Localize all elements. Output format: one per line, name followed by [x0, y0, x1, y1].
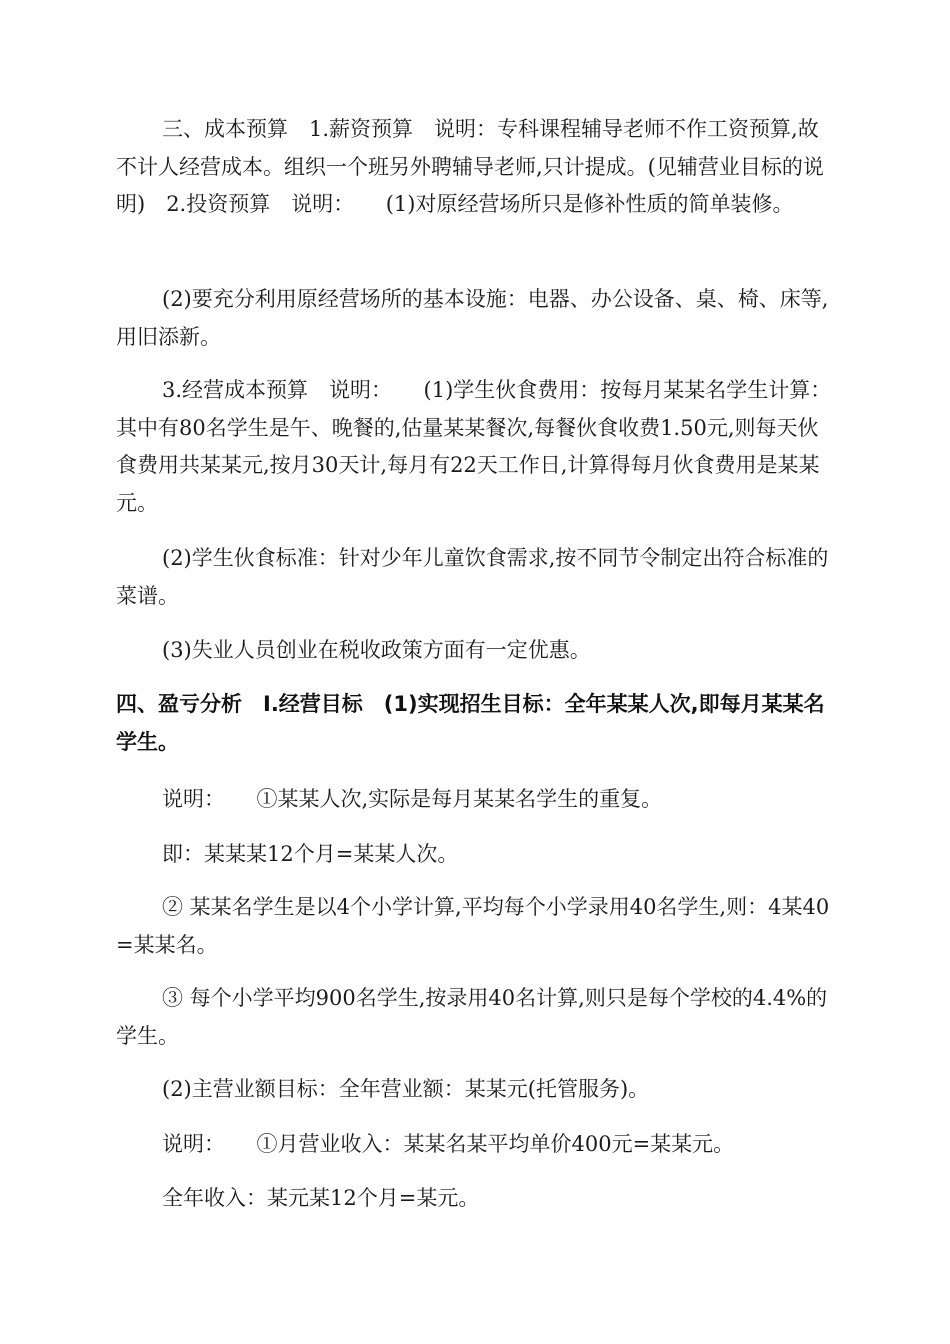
paragraph-meal-standard: (2)学生伙食标准：针对少年儿童饮食需求,按不同节令制定出符合标准的菜谱。 — [116, 546, 829, 608]
paragraph-monthly-calc: 即：某某某12个月=某某人次。 — [162, 842, 459, 866]
paragraph-school-percentage: ③ 每个小学平均900名学生,按录用40名计算,则只是每个学校的4.4%的学生。 — [116, 986, 828, 1048]
paragraph-annual-revenue: 全年收入：某元某12个月=某元。 — [162, 1186, 480, 1210]
paragraph-school-count: ② 某某名学生是以4个小学计算,平均每个小学录用40名学生,则：4某40=某某名。 — [116, 895, 830, 957]
paragraph-monthly-revenue: 说明： ①月营业收入：某某名某平均单价400元=某某元。 — [162, 1132, 735, 1156]
paragraph-cost-budget: 三、成本预算 1.薪资预算 说明：专科课程辅导老师不作工资预算,故不计人经营成本。组织一个班另外聘辅导老师,只计提成。(见辅营业目标的说明) 2.投资预算 说明： (1)对原经营场所只是修补性质的简单装修。 — [116, 117, 824, 216]
paragraph-revenue-target: (2)主营业额目标：全年营业额：某某元(托管服务)。 — [162, 1077, 650, 1101]
paragraph-facilities: (2)要充分利用原经营场所的基本设施：电器、办公设备、桌、椅、床等,用旧添新。 — [116, 287, 829, 349]
paragraph-tax-policy: (3)失业人员创业在税收政策方面有一定优惠。 — [162, 638, 591, 662]
section-heading-profit-analysis: 四、盈亏分析 I.经营目标 (1)实现招生目标：全年某某人次,即每月某某名学生。 — [116, 692, 825, 754]
paragraph-explanation-1: 说明： ①某某人次,实际是每月某某名学生的重复。 — [162, 787, 663, 811]
paragraph-operating-cost: 3.经营成本预算 说明： (1)学生伙食费用：按每月某某名学生计算：其中有80名学生是午、晚餐的,估量某某餐次,每餐伙食收费1.50元,则每天伙食费用共某某元,按月30天计,每月有22天工作日,计算得每月伙食费用是某某元。 — [116, 378, 832, 515]
